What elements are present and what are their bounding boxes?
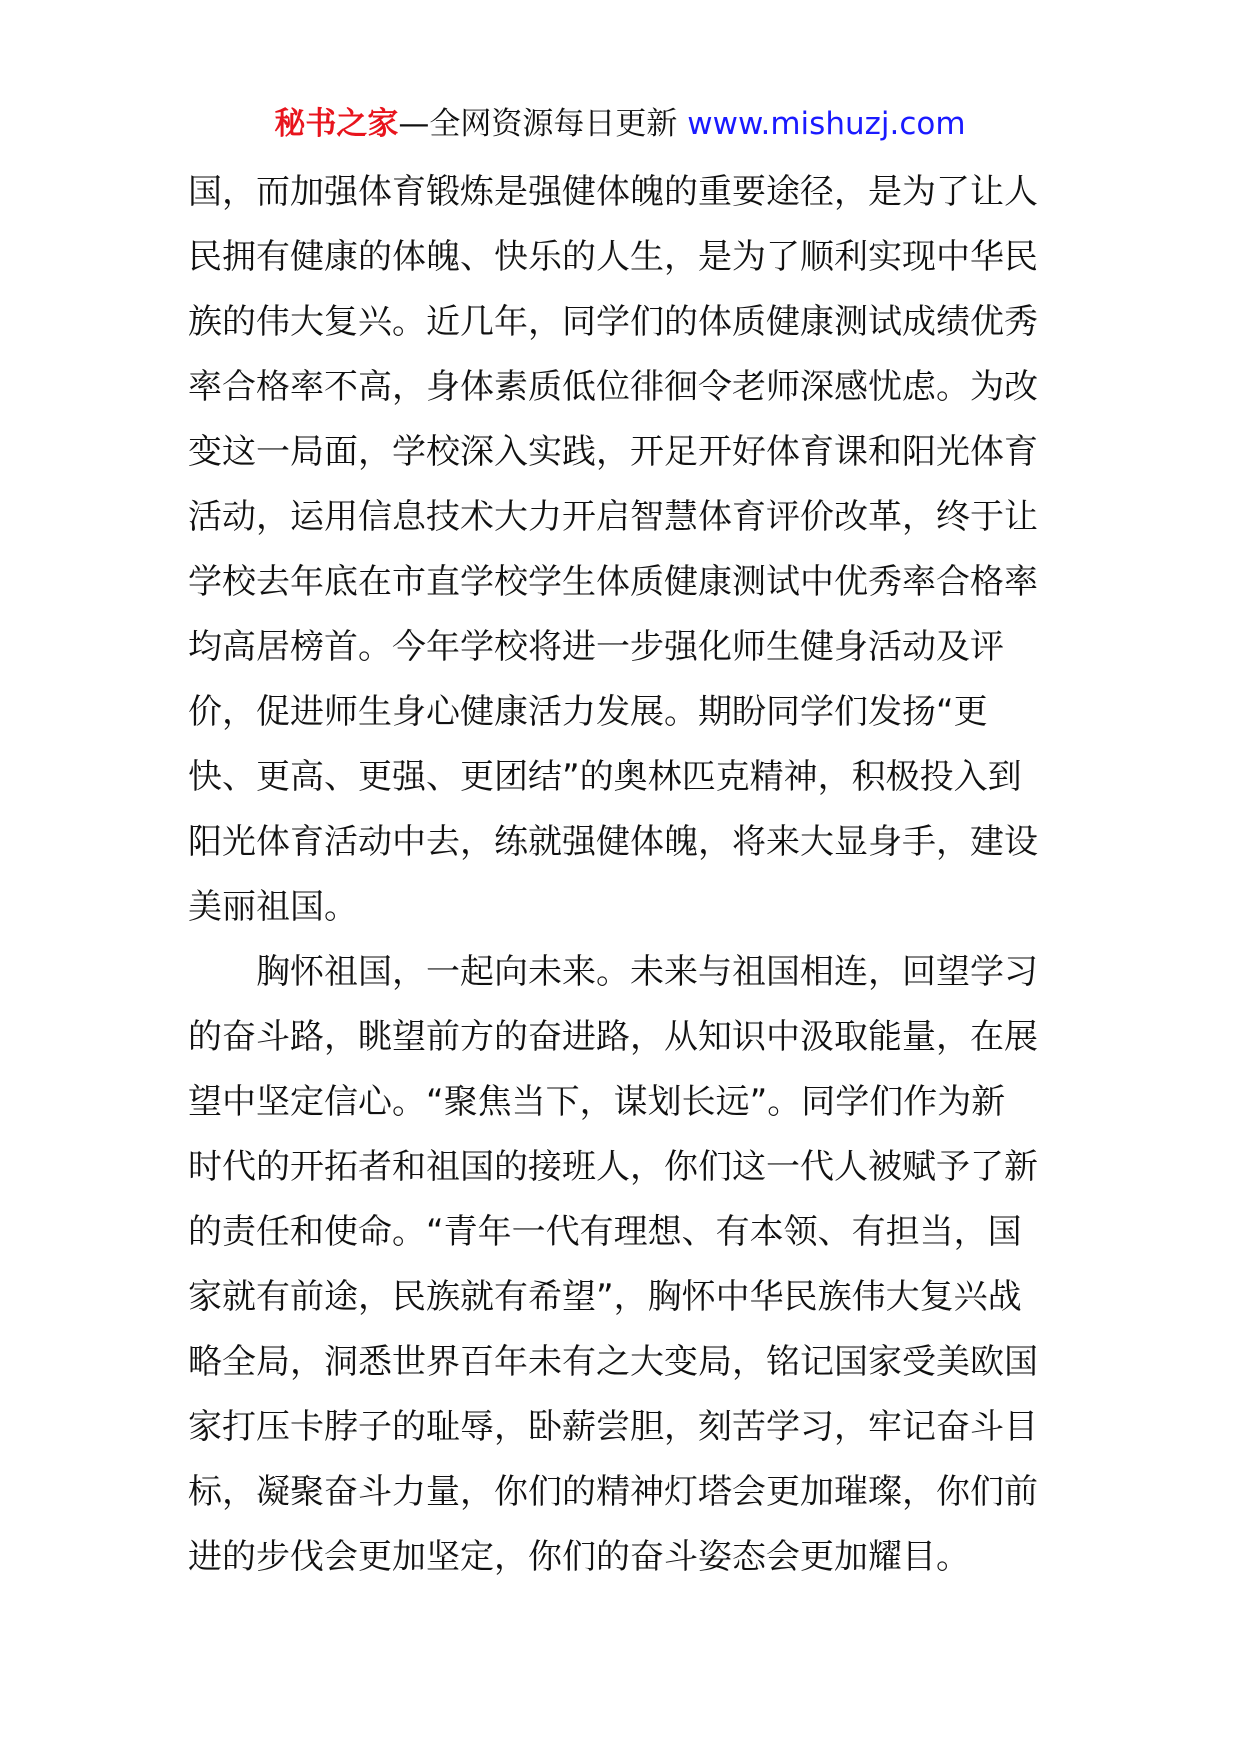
paragraph-1 [188, 160, 1058, 940]
paragraph-line: 的责任和使命。“青年一代有理想、有本领、有担当，国 [188, 1212, 1022, 1252]
site-brand: 秘书之家 [274, 106, 399, 142]
paragraph-line: 变这一局面，学校深入实践，开足开好体育课和阳光体育 [188, 432, 1038, 472]
paragraph-line: 略全局，洞悉世界百年未有之大变局，铭记国家受美欧国 [188, 1342, 1038, 1382]
paragraph-line: 民拥有健康的体魄、快乐的人生，是为了顺利实现中华民 [188, 237, 1038, 277]
paragraph-line: 阳光体育活动中去，练就强健体魄，将来大显身手，建设 [188, 822, 1038, 862]
paragraph-line: 国，而加强体育锻炼是强健体魄的重要途径，是为了让人 [188, 172, 1038, 212]
paragraph-line: 望中坚定信心。“聚焦当下，谋划长远”。同学们作为新 [188, 1082, 1006, 1122]
paragraph-line: 家打压卡脖子的耻辱，卧薪尝胆，刻苦学习，牢记奋斗目 [188, 1407, 1038, 1447]
paragraph-2 [188, 940, 1058, 1590]
page-header [0, 100, 1240, 148]
site-url[interactable]: www.mishuzj.com [687, 106, 966, 142]
paragraph-line: 标，凝聚奋斗力量，你们的精神灯塔会更加璀璨，你们前 [188, 1472, 1038, 1512]
paragraph-line: 的奋斗路，眺望前方的奋进路，从知识中汲取能量，在展 [188, 1017, 1038, 1057]
site-tagline: —全网资源每日更新 [398, 106, 688, 142]
paragraph-line: 快、更高、更强、更团结”的奥林匹克精神，积极投入到 [188, 757, 1022, 797]
paragraph-line: 胸怀祖国，一起向未来。未来与祖国相连，回望学习 [256, 952, 1038, 992]
paragraph-line: 进的步伐会更加坚定，你们的奋斗姿态会更加耀目。 [188, 1537, 970, 1577]
paragraph-line: 时代的开拓者和祖国的接班人，你们这一代人被赋予了新 [188, 1147, 1038, 1187]
paragraph-line: 学校去年底在市直学校学生体质健康测试中优秀率合格率 [188, 562, 1038, 602]
paragraph-line: 美丽祖国。 [188, 887, 358, 927]
paragraph-line: 率合格率不高，身体素质低位徘徊令老师深感忧虑。为改 [188, 367, 1038, 407]
document-body [188, 160, 1058, 1590]
paragraph-line: 均高居榜首。今年学校将进一步强化师生健身活动及评 [188, 627, 1004, 667]
paragraph-line: 家就有前途，民族就有希望”，胸怀中华民族伟大复兴战 [188, 1277, 1022, 1317]
paragraph-line: 价，促进师生身心健康活力发展。期盼同学们发扬“更 [188, 692, 988, 732]
paragraph-line: 活动，运用信息技术大力开启智慧体育评价改革，终于让 [188, 497, 1038, 537]
paragraph-line: 族的伟大复兴。近几年，同学们的体质健康测试成绩优秀 [188, 302, 1038, 342]
